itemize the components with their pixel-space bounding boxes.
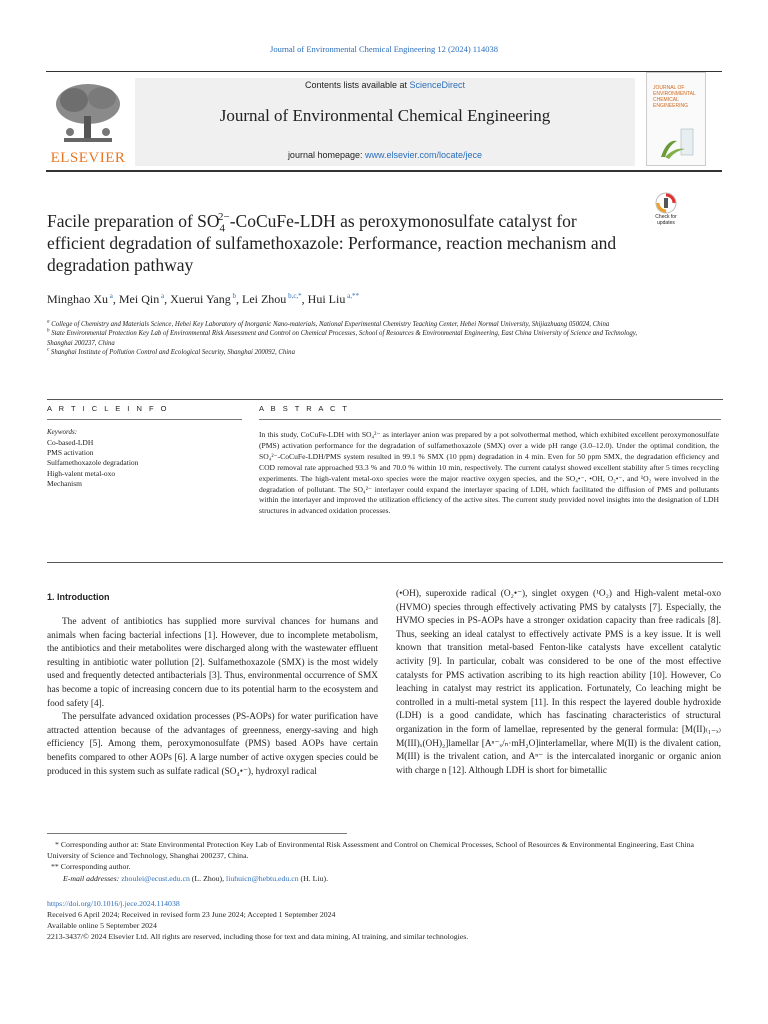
body-column-right	[396, 588, 721, 778]
footnote-corresponding-2: ** Corresponding author.	[51, 862, 131, 872]
affiliation-item: $^c$ Shanghai Institute of Pollution Control and Ecological Security, Shanghai 200092, China	[47, 347, 295, 356]
info-sub-rule	[47, 419, 242, 420]
cover-plant-icon	[655, 121, 699, 161]
abstract-text: In this study, CoCuFe-LDH with SO₄²⁻ as interlayer anion was prepared by a pot solvothermal method, which exhibited excellent peroxymonosulfate (PMS) activation performance for the degradation of sulfamethoxazole (SMX) over a wide pH range (3.0–12.0). Under the optimal condition, the SO₄²⁻-CoCuFe-LDH/PMS system resulted in 99.1 % SMX (10 ppm) degradation in 4 min. Even for 50 ppm SMX, the degradation efficiency and COD removal rate approached 93.3 % and 70.0 % within 10 min, respectively. The current catalyst showed excellent stability after 5 times recycling experiments. The high-valent metal-oxo species were the major reactive oxygen species, and the SO₄•⁻, •OH, O₂•⁻, and ¹O₂ were involved in the degradation of pollutant. The SO₄²⁻ interlayer could expand the interlayer spacing of LDH, which facilitated the diffusion of PMS and pollutants within the interlayer and improved the utilization efficiency of the active sites. The current study provided novel insights into the designation of LDH structures in advanced oxidation processes.	[259, 430, 719, 516]
keyword-item: Co-based-LDH	[47, 438, 94, 447]
contents-line: Contents lists available at ScienceDirect	[304, 80, 466, 90]
affiliations	[47, 320, 647, 357]
introduction-heading: 1. Introduction	[47, 592, 110, 602]
header-top-rule	[46, 71, 722, 72]
keyword-item: Sulfamethoxazole degradation	[47, 458, 139, 468]
check-for-updates-icon[interactable]	[646, 192, 686, 214]
author-name[interactable]: Xuerui Yang	[170, 292, 231, 306]
keyword-list	[47, 438, 138, 489]
paragraph: The persulfate advanced oxidation processes (PS-AOPs) for water purification have attracted attention because of the advantages of greenness, energy-saving and high efficiency [5]. Among them, peroxymonosulfate (PMS) based AOPs have certain benefits compared to other AOPs [6]. A large number of active oxygen species could be produced in this system such as sulfate radical (SO₄•⁻), hydroxyl radical	[47, 712, 378, 777]
affiliation-item: $^a$ College of Chemistry and Materials Science, Hebei Key Laboratory of Inorganic Nano-materials, National Experimental Chemistry Teaching Center, Hebei Normal University, Shijiazhuang 050024, China	[47, 319, 610, 328]
email-link[interactable]: zhoulei@ecust.edu.cn	[121, 873, 190, 883]
footnote-rule	[47, 833, 347, 834]
body-column-left	[47, 616, 378, 779]
article-footer	[47, 898, 723, 942]
paragraph: (•OH), superoxide radical (O₂•⁻), singlet oxygen (¹O₂) and High-valent metal-oxo (HVMO) species through effectively activating PMS by catalysts [7]. Especially, the HVMO species in PS-AOPs have a stronger oxidation capacity than free radicals [8]. Thus, seeking an ideal catalyst to effectively activate PMS is a key issue. It is well known that transition metal-based Fenton-like catalysts have excellent catalytic activity [9]. In particular, cobalt was considered to be one of the most effective catalysts for PMS activation ascribing to its high reaction ability [10]. However, Co leaching in catalyst may restrict its application. Fortunately, Co leaching might be controlled in a multi-metal system [11]. In this respect the layered double hydroxide (LDH) is a good candidate, which has fascinating characteristics of structural organization in the form of lamellae, represented by the general formula: [M(II)₍₁₋ₓ₎M(III)ₓ(OH)₂]lamellar [Aⁿ⁻ₓ/ₙ·mH₂O]interlamellar, where M(II) is the divalent cation, M(III) is the trivalent cation, and Aⁿ⁻ is the intercalated inorganic or organic anion with charge n [12]. Although LDH is short for bimetallic	[396, 589, 721, 776]
journal-cover-thumbnail[interactable]	[646, 72, 706, 166]
copyright: 2213-3437/© 2024 Elsevier Ltd. All rights are reserved, including those for text and data mining, AI training, and similar technologies.	[47, 932, 469, 941]
author-name[interactable]: Lei Zhou	[241, 292, 287, 306]
footnote-corresponding: * Corresponding author at: State Environmental Protection Key Lab of Environmental Risk Assessment and Control on Chemical Processes, School of Resources & Environmental Engineering, East China University of Science and Technology, Shanghai 200237, China.	[47, 840, 695, 861]
info-top-rule	[47, 399, 723, 400]
keyword-item: High-valent metal-oxo	[47, 468, 116, 478]
abstract-heading: A B S T R A C T	[259, 404, 350, 413]
article-title: Facile preparation of $SO_4^{2-}-CoCuFe$-LDH as peroxymonosulfate catalyst for efficient degradation of sulfamethoxazole: Performance, reaction mechanism and degradation pathway	[47, 211, 617, 275]
affiliation-item: $^b$ State Environmental Protection Key Lab of Environmental Risk Assessment and Control on Chemical Processes, School of Resources & Environmental Engineering, East China University of Science and Technology, Shanghai 200237, China	[47, 329, 638, 347]
elsevier-tree-logo-icon	[50, 80, 125, 148]
author-list: Minghao Xu $^a$, Mei Qin $^a$, Xuerui Yang $^b$, Lei Zhou $^{b,c,*}$, Hui Liu $^{a,**}$	[47, 292, 359, 306]
footnote-emails: E-mail addresses: zhoulei@ecust.edu.cn (L. Zhou), liuhuicn@hebtu.edu.cn (H. Liu).	[63, 873, 329, 883]
elsevier-wordmark: ELSEVIER	[50, 150, 126, 166]
received-dates: Received 6 April 2024; Received in revised form 23 June 2024; Accepted 1 September 2024	[47, 910, 336, 919]
keyword-item: Mechanism	[47, 478, 82, 488]
homepage-line: journal homepage: www.elsevier.com/locate/jece	[287, 150, 483, 160]
journal-reference[interactable]: Journal of Environmental Chemical Engineering 12 (2024) 114038	[270, 44, 498, 54]
keyword-item: PMS activation	[47, 448, 94, 458]
article-info-heading: A R T I C L E I N F O	[47, 404, 169, 413]
available-online: Available online 5 September 2024	[47, 921, 157, 930]
abstract-bottom-rule	[47, 562, 723, 563]
author-name[interactable]: Hui Liu	[307, 292, 346, 306]
journal-title: Journal of Environmental Chemical Engineering	[219, 106, 551, 125]
email-link[interactable]: liuhuicn@hebtu.edu.cn	[226, 873, 299, 883]
abstract-sub-rule	[259, 419, 721, 420]
homepage-link[interactable]: www.elsevier.com/locate/jece	[365, 150, 483, 160]
author-name[interactable]: Mei Qin	[118, 292, 160, 306]
check-for-updates-label[interactable]: Check for updates	[655, 214, 677, 226]
paragraph: The advent of antibiotics has supplied more survival chances for humans and animals when facing bacterial infections [1]. However, due to incomplete metabolism, the antibiotics and their metabolites were discharged along with the wastewater effluent resulting in antibiotic water pollution [2]. Sulfamethoxazole (SMX) is the most widely used and frequently detected antibacterials [3]. Thus, environmental occurrence of SMX has become a topic of increasing concern due to its potential harm to the ecosystem and food safety [4].	[47, 617, 378, 709]
cover-title: JOURNAL OF ENVIRONMENTAL CHEMICAL ENGINEERING	[653, 85, 696, 109]
doi-link[interactable]: https://doi.org/10.1016/j.jece.2024.114038	[47, 899, 180, 908]
keywords-label: Keywords:	[47, 428, 78, 436]
header-bottom-rule	[46, 170, 722, 172]
sciencedirect-link[interactable]: ScienceDirect	[409, 80, 466, 90]
author-name[interactable]: Minghao Xu	[47, 292, 108, 306]
footnotes	[47, 839, 723, 884]
